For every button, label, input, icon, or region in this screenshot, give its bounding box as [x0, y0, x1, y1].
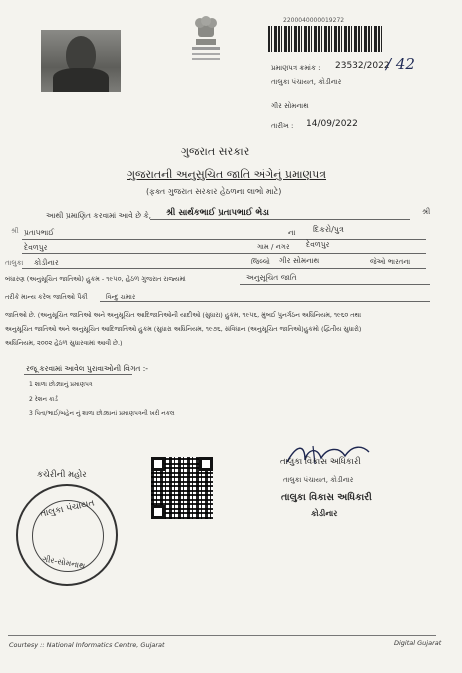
seal-text-top: તાલુકા પંચાયત	[39, 498, 96, 520]
certify-prefix: આથી પ્રમાણિત કરવામાં આવે છે કે,	[46, 211, 152, 220]
district-label: જિલ્લો	[251, 258, 270, 266]
certificate-subtitle: (ફક્ત ગુજરાત સરકાર હેઠળના લાભો માટે)	[146, 187, 282, 196]
seal-text-bottom: ગીર-સોમનાથ	[41, 554, 86, 571]
state-emblem-icon	[186, 13, 226, 65]
qr-code	[151, 457, 213, 519]
taluka-value: કોડીનાર	[34, 258, 59, 267]
shri-prefix: શ્રી	[11, 227, 19, 235]
gov-heading: ગુજરાત સરકાર	[181, 145, 250, 158]
district-value: ગીર સોમનાથ	[279, 256, 320, 265]
date-value: 14/09/2022	[306, 119, 358, 129]
digital-gujarat-text: Digital Gujarat	[394, 639, 442, 647]
documents-heading: રજૂ કરવામાં આવેલ પુરાવાઓની વિગત :-	[26, 364, 149, 373]
certificate-number: 23532/2022	[335, 61, 390, 71]
issuer-line: તાલુકા પંચાયત, કોડીનાર	[271, 78, 342, 86]
office-stamp-label: કચેરીની મહોર	[37, 470, 87, 480]
document-item-2: 2 રેશન કાર્ડ	[29, 396, 58, 403]
office-seal	[16, 484, 118, 586]
legal-para-line-2: અનુસૂચિત જાતિઓ અને અનુસૂચિત આદિજાતિઓ હુકમ (સુધારા અધિનિયમ, ૧૯૭૬, સંવિધાન (અનુસૂચિત જાતિઓ)હુકમો (દ્વિતીય સુધારો)	[5, 325, 362, 333]
shri-label: શ્રી	[422, 207, 431, 216]
district-line: ગીર સોમનાથ	[271, 102, 309, 110]
sign-office: તાલુકા પંચાયત, કોડીનાર	[283, 476, 354, 484]
applicant-name: શ્રી સાર્થકભાઈ પ્રતાપભાઈ ભેડા	[166, 208, 269, 218]
certificate-title: ગુજરાતની અનુસુચિત જાતિ અંગેનું પ્રમાણપત્ર	[127, 168, 327, 181]
applicant-photo	[41, 30, 121, 92]
barcode	[268, 26, 383, 52]
legal-para-line-3: અધિનિયમ, ૨૦૦૨ હેઠળ સુધારવામાં આવી છે.)	[5, 339, 123, 347]
document-item-3: 3 પિતા/ભાઈ/બહેન નું શાળા છોડ્યાનાં પ્રમાણપત્રની ખરી નકલ	[29, 410, 175, 417]
caste-name: વિન્દુ ચમાર	[106, 293, 136, 301]
recognized-castes-text: તરીકે માન્ય કરેલ જાતિઓ પૈકી	[5, 293, 88, 301]
constitution-order-text: બંધારણ (અનુસૂચિત જાતિઓ) હુકમ - ૧૯૫૦, હેઠળ ગુજરાત રાજ્યમાં	[5, 275, 186, 283]
legal-para-line-1: જાતિઓ છે. (અનુસૂચિત જાતિઓ અને અનુસૂચિત આદિજાતિઓની યાદીઓ (સુધારા) હુકમ, ૧૯૫૬, મુંબઈ પુનર્ગઠન અધિનિયમ, ૧૯૬૦ તથા	[5, 311, 362, 319]
relation-value: દિકરો/પુત્ર	[313, 225, 344, 234]
date-label: તારીખ :	[271, 122, 294, 130]
caste-class: અનુસૂચિત જાતિ	[246, 273, 297, 282]
village-value: દેવળપુર	[24, 243, 48, 252]
certificate-handwritten-suffix: / 42	[386, 55, 415, 73]
state-word: જેઓ ભારતના	[370, 258, 411, 266]
son-of-label: ના	[288, 228, 296, 237]
document-item-1: 1 શાળા છોડ્યાનું પ્રમાણપત્ર	[29, 381, 93, 388]
stamp-title: તાલુકા વિકાસ અધિકારી	[281, 492, 372, 503]
father-name: પ્રતાપભાઈ	[24, 228, 55, 237]
stamp-place: કોડીનાર	[311, 509, 338, 518]
courtesy-text: Courtesy :: National Informatics Centre, Gujarat	[9, 641, 165, 649]
village-label: ગામ / નગર	[257, 243, 290, 251]
barcode-number: 2200040000019272	[283, 17, 345, 24]
sign-title: તાલુકા વિકાસ અધિકારી	[280, 457, 361, 467]
certificate-number-label: પ્રમાણપત્ર ક્રમાંક :	[271, 64, 321, 72]
village-value-2: દેવળપુર	[306, 240, 330, 249]
taluka-label: તાલુકા	[5, 259, 24, 267]
